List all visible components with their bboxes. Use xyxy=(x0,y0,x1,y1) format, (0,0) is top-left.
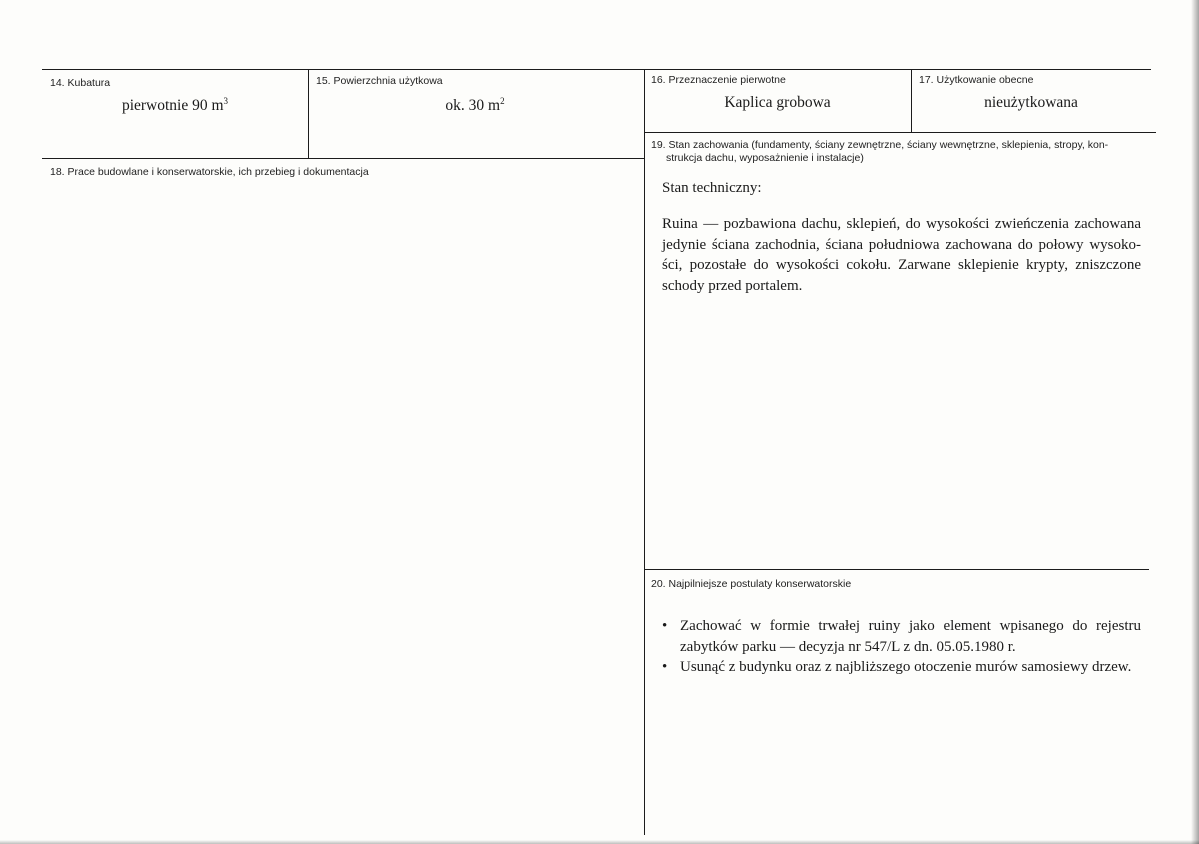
field-15-value-text: ok. 30 m xyxy=(445,97,501,115)
field-16-value: Kaplica grobowa xyxy=(724,94,831,111)
field-16-label: 16. Przeznaczenie pierwotne xyxy=(651,74,786,86)
rule-under-16-17 xyxy=(644,132,1156,133)
field-19-label-line1: 19. Stan zachowania (fundamenty, ściany zewnętrzne, ściany wewnętrzne, sklepienia, stropy, kon- xyxy=(651,139,1109,151)
field-20-list xyxy=(660,616,1141,678)
field-17-label: 17. Użytkowanie obecne xyxy=(919,74,1034,86)
top-rule xyxy=(42,69,1151,70)
field-20-label: 20. Najpilniejsze postulaty konserwatorskie xyxy=(651,578,852,590)
page-edge-shadow xyxy=(1191,0,1199,844)
field-18-label: 18. Prace budowlane i konserwatorskie, ich przebieg i dokumentacja xyxy=(50,166,369,178)
field-19-heading: Stan techniczny: xyxy=(662,180,762,196)
field-14-value xyxy=(42,96,308,115)
field-14-label: 14. Kubatura xyxy=(50,77,111,89)
postulate-item-1: • Zachować w formie trwałej ruiny jako element wpisanego do rejestru zabytków parku — decyzja nr 547/L z dn. 05.05.1980 r. xyxy=(660,616,1141,657)
rule-under-14-15 xyxy=(42,158,644,159)
postulate-item-2: • Usunąć z budynku oraz z najbliższego otoczenie murów samosiewy drzew. xyxy=(660,657,1141,678)
field-19-label-line2: strukcja dachu, wyposażnienie i instalacje) xyxy=(666,152,864,164)
page-bottom-shadow xyxy=(0,840,1199,844)
center-divider xyxy=(644,69,645,835)
field-19-body: Ruina — pozbawiona dachu, sklepień, do wysokości zwieńczenia zachowana jedynie ściana zachodnia, ściana południowa zachowana do połowy wysoko-ści, pozostałe do wysokości cokołu. Zarwane sklepienie krypty, zniszczone schody przed portalem. xyxy=(662,216,1141,294)
divider-14-15 xyxy=(308,69,309,158)
field-17-value: nieużytkowana xyxy=(984,94,1078,111)
field-14-value-exponent: 3 xyxy=(223,96,229,106)
field-14-value-text: pierwotnie 90 m xyxy=(121,97,224,115)
field-15-label: 15. Powierzchnia użytkowa xyxy=(316,75,443,87)
field-15-value xyxy=(380,96,570,115)
field-15-value-exponent: 2 xyxy=(500,96,505,106)
rule-above-20 xyxy=(644,569,1149,570)
